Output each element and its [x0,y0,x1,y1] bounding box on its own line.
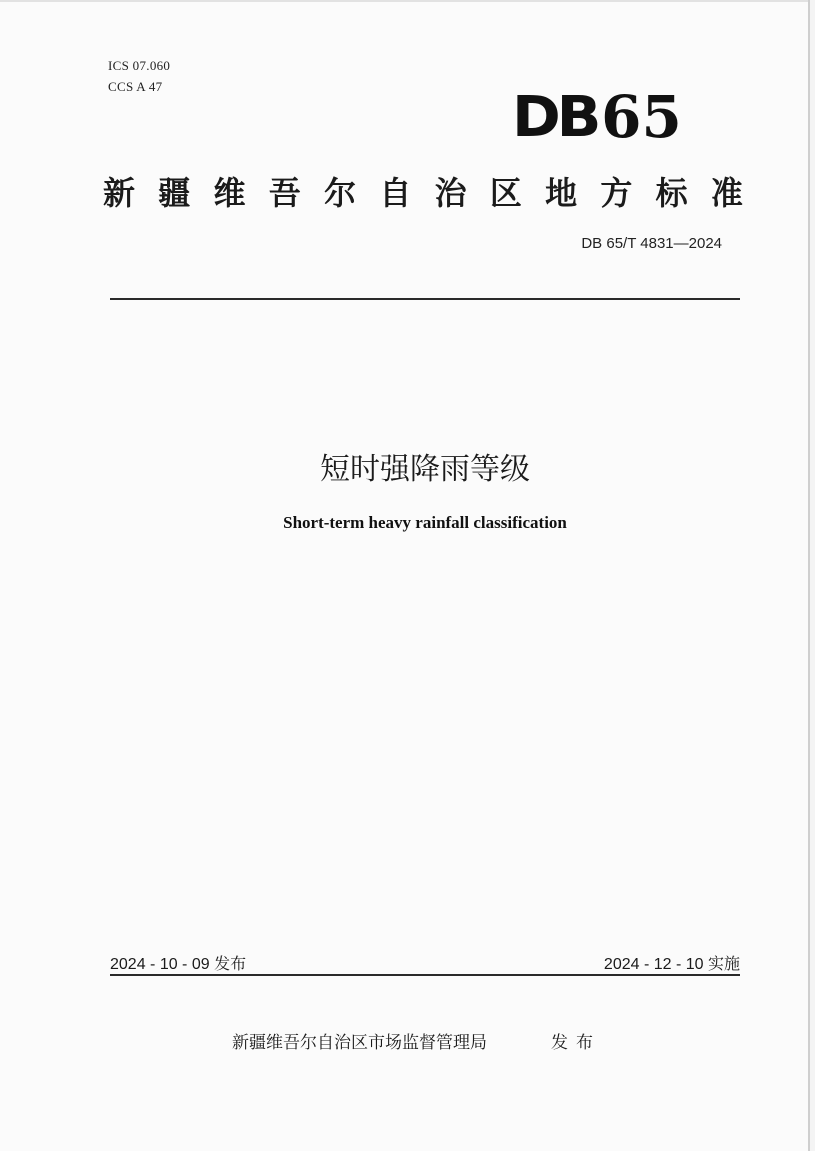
issuing-authority: 新疆维吾尔自治区市场监督管理局 [232,1033,487,1053]
standard-type-char: 新 [103,174,136,212]
page-right-edge [808,0,810,1151]
standard-type-char: 吾 [268,174,301,212]
document-title-en: Short-term heavy rainfall classification [283,513,567,532]
page-top-edge [0,0,808,2]
header-divider [110,298,740,300]
ics-code: ICS 07.060 [108,58,171,73]
standard-type-char: 区 [489,174,522,212]
standard-type-char: 地 [545,174,578,212]
implement-date: 2024 - 12 - 10 实施 [603,956,740,973]
standard-type-char: 方 [600,174,633,212]
issue-date: 2024 - 10 - 09 发布 [110,956,247,973]
standard-type-char: 疆 [158,174,191,212]
standard-type-title [103,168,743,214]
issue-label: 发布 [551,1033,601,1053]
standard-type-char: 尔 [324,174,357,212]
standard-type-char: 治 [434,174,467,212]
db-logo-letters: DB [511,85,598,150]
footer-divider [110,974,740,976]
standard-type-char: 标 [655,174,688,212]
document-title-zh: 短时强降雨等级 [320,452,530,487]
standard-code: DB 65/T 4831—2024 [581,235,722,252]
standard-type-char: 准 [710,174,743,212]
db-logo [511,83,682,151]
standard-type-char: 自 [379,174,412,212]
db-logo-number: 65 [601,83,682,151]
ccs-code: CCS A 47 [108,79,163,94]
standard-type-char: 维 [213,174,246,212]
